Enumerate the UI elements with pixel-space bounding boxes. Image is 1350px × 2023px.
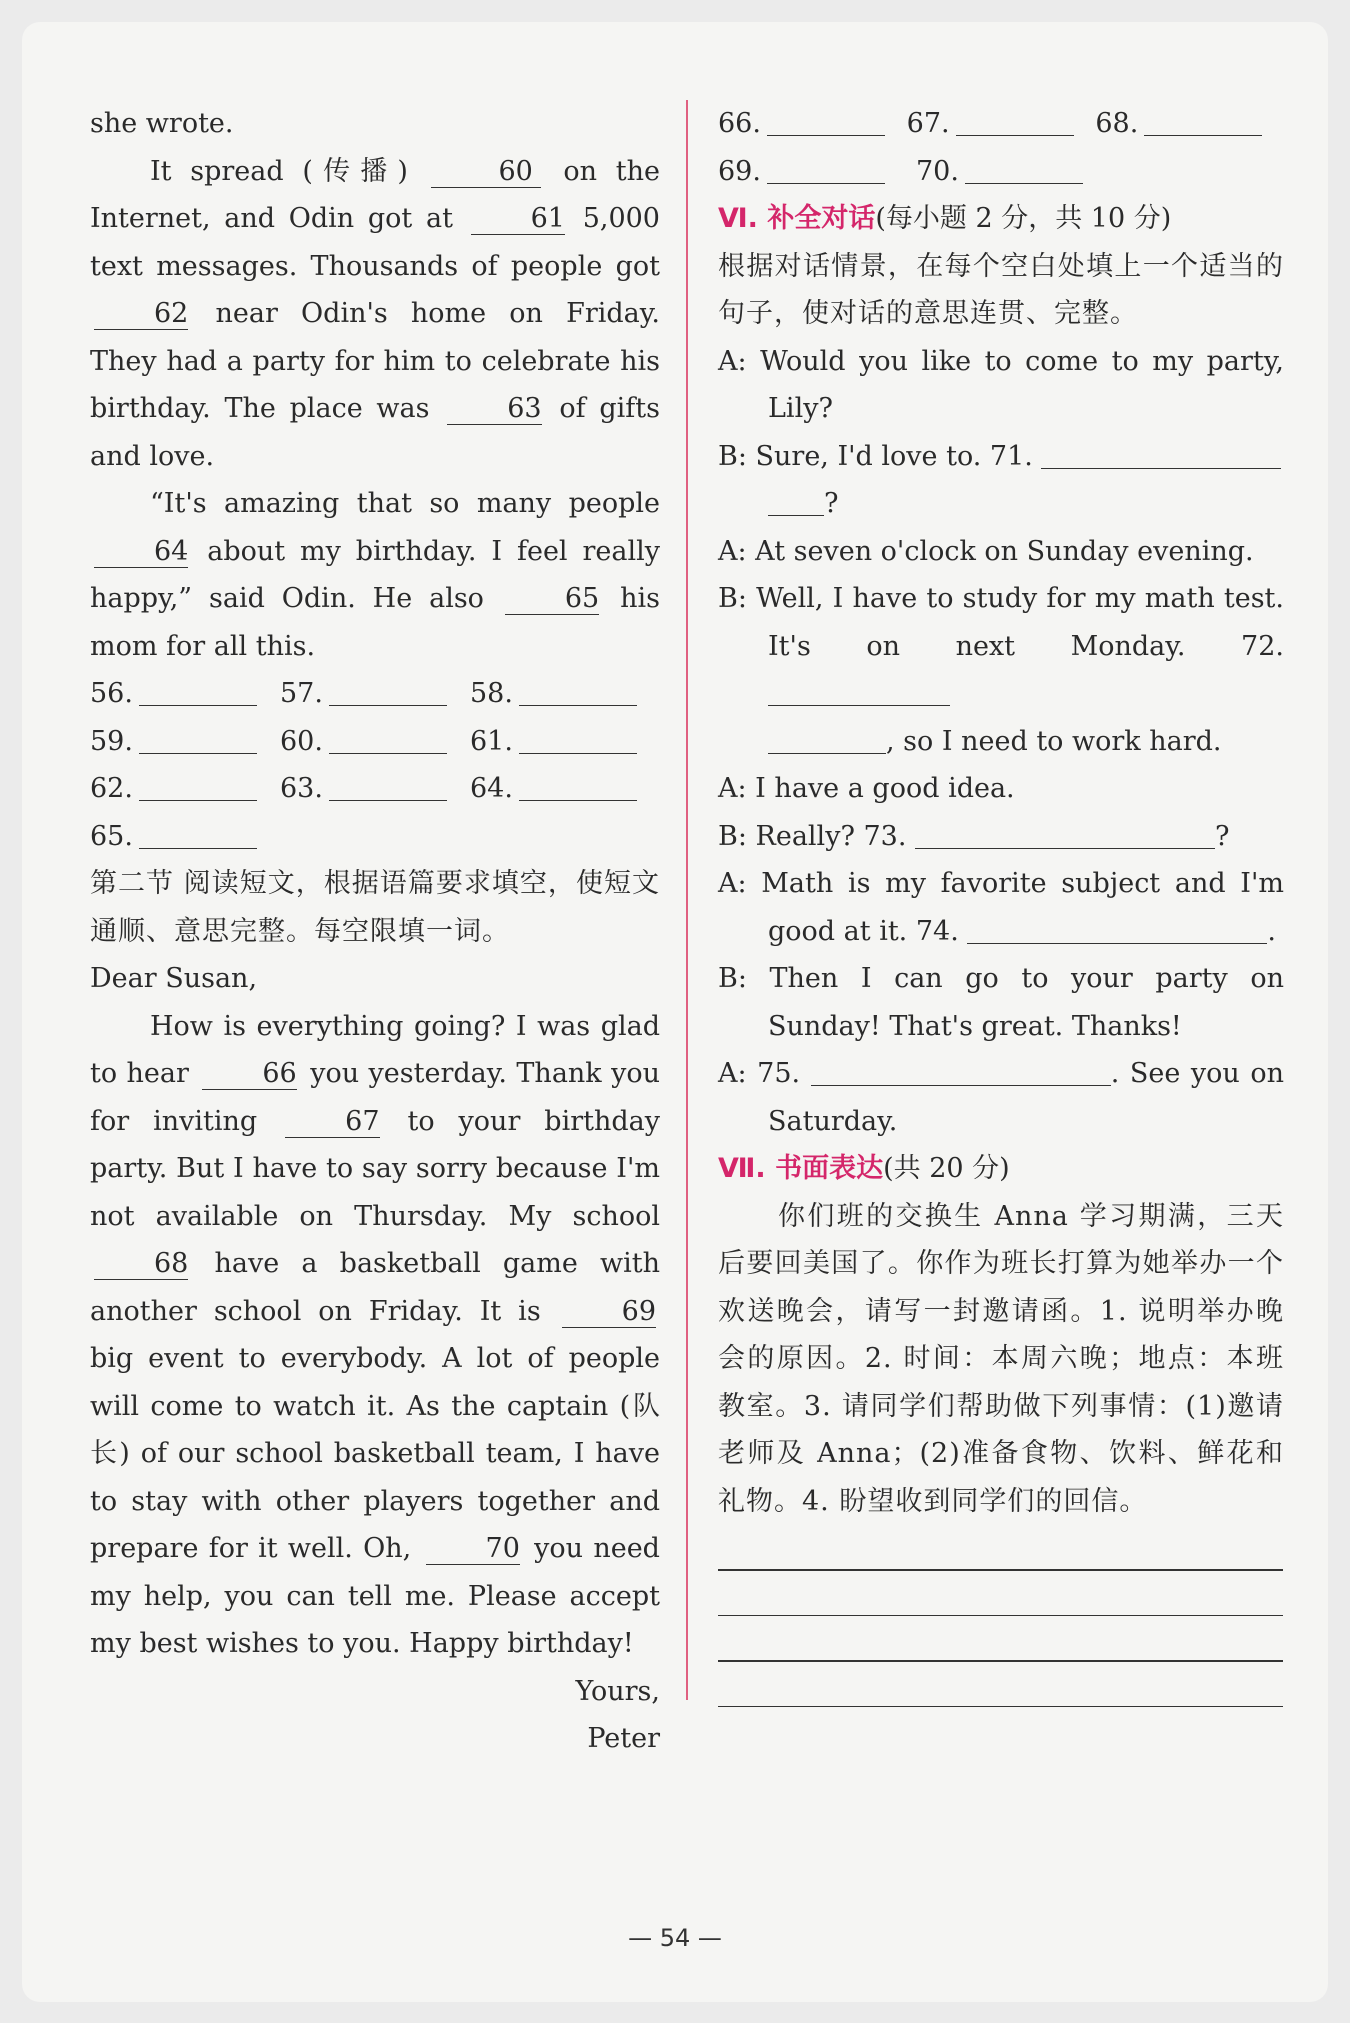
answer-line[interactable] bbox=[956, 135, 1074, 136]
letter-signer: Peter bbox=[587, 1723, 660, 1754]
writing-prompt: 你们班的交换生 Anna 学习期满，三天后要回美国了。你作为班长打算为她举办一个欢送晚会，请写一封邀请函。1. 说明举办晚会的原因。2. 时间：本周六晚；地点：本班教室。3. 请同学们帮助做下列事情：(1)邀请老师及 Anna；(2)准备食物、饮料、鲜花和礼物。4. 盼望收到同学们的回信。 bbox=[718, 1200, 1284, 1517]
page-number: — 54 — bbox=[628, 1924, 722, 1952]
answer-line[interactable] bbox=[519, 705, 637, 706]
answer-line[interactable] bbox=[139, 848, 257, 849]
blank-69[interactable]: 69 bbox=[562, 1297, 656, 1328]
left-column bbox=[90, 100, 660, 1763]
blank-60[interactable]: 60 bbox=[431, 157, 541, 188]
answer-line[interactable] bbox=[329, 800, 447, 801]
letter-greeting: Dear Susan, bbox=[90, 963, 258, 994]
answer-line[interactable] bbox=[965, 183, 1083, 184]
blank-65[interactable]: 65 bbox=[505, 584, 599, 615]
answer-line-72[interactable] bbox=[768, 705, 950, 706]
blank-68[interactable]: 68 bbox=[94, 1249, 188, 1280]
dialogue-line: B: Sure, I'd love to. 71. ? bbox=[718, 433, 1284, 528]
answer-row: 56. 57. 58. bbox=[90, 670, 660, 718]
dialogue-line: A: At seven o'clock on Sunday evening. bbox=[718, 535, 1254, 567]
blank-70[interactable]: 70 bbox=[426, 1534, 520, 1565]
dialogue-line: A: Would you like to come to my party, Lily? bbox=[718, 345, 1284, 424]
answer-row: 59. 60. 61. bbox=[90, 718, 660, 766]
passage-paragraph: “It's amazing that so many people 64 about my birthday. I feel really happy,” said Odin. He also 65 his mom for all this. bbox=[90, 488, 661, 662]
blank-64[interactable]: 64 bbox=[94, 537, 188, 568]
answer-row: 65. bbox=[90, 813, 660, 861]
answer-line-72-cont[interactable] bbox=[768, 753, 886, 754]
answer-line[interactable] bbox=[1144, 135, 1262, 136]
answer-line[interactable] bbox=[329, 705, 447, 706]
writing-line[interactable] bbox=[718, 1706, 1283, 1708]
right-column bbox=[718, 100, 1284, 1707]
answer-line-71-cont[interactable] bbox=[768, 515, 824, 516]
dialogue-line: B: Really? 73. ? bbox=[718, 820, 1230, 852]
dialogue-line: A: I have a good idea. bbox=[718, 773, 1015, 804]
section-heading-vii: Ⅶ. 书面表达(共 20 分) bbox=[718, 1153, 1010, 1184]
letter-body: How is everything going? I was glad to hear 66 you yesterday. Thank you for inviting 67 to your birthday party. But I have to say sorry because I'm not available on Thursday. My school 68 have a basketball game with another school on Friday. It is 69 big event to everybody. A lot of people will come to watch it. As the captain (队长) of our school basketball team, I have to stay with other players together and prepare for it well. Oh, 70 you need my help, you can tell me. Please accept my best wishes to you. Happy birthday! bbox=[90, 1010, 661, 1659]
writing-line[interactable] bbox=[718, 1660, 1283, 1662]
section-heading-vi: Ⅵ. 补全对话(每小题 2 分，共 10 分) bbox=[718, 203, 1172, 234]
answer-line[interactable] bbox=[139, 705, 257, 706]
answer-line-75[interactable] bbox=[811, 1085, 1111, 1086]
answer-row: 66. 67. 68. bbox=[718, 100, 1284, 148]
writing-line[interactable] bbox=[718, 1615, 1283, 1617]
answer-line[interactable] bbox=[767, 135, 885, 136]
blank-62[interactable]: 62 bbox=[94, 299, 188, 330]
answer-row: 62. 63. 64. bbox=[90, 765, 660, 813]
dialogue-line: B: Well, I have to study for my math test. It's on next Monday. 72. , so I need to work hard. bbox=[718, 583, 1284, 757]
dialogue-line: A: Math is my favorite subject and I'm good at it. 74. . bbox=[718, 868, 1284, 947]
dialogue-line: A: 75. . See you on Saturday. bbox=[718, 1058, 1284, 1137]
column-divider bbox=[686, 100, 688, 1700]
answer-line[interactable] bbox=[519, 753, 637, 754]
blank-66[interactable]: 66 bbox=[202, 1059, 296, 1090]
section-instruction: 第二节 阅读短文，根据语篇要求填空，使短文通顺、意思完整。每空限填一词。 bbox=[90, 868, 660, 947]
answer-line[interactable] bbox=[519, 800, 637, 801]
answer-line-74[interactable] bbox=[967, 943, 1267, 944]
section-instruction: 根据对话情景，在每个空白处填上一个适当的句子，使对话的意思连贯、完整。 bbox=[718, 250, 1284, 329]
answer-line[interactable] bbox=[139, 753, 257, 754]
letter-closing: Yours, bbox=[575, 1675, 660, 1707]
paragraph-end: she wrote. bbox=[90, 108, 234, 139]
answer-row: 69. 70. bbox=[718, 148, 1284, 196]
blank-61[interactable]: 61 bbox=[471, 204, 565, 235]
answer-line-71[interactable] bbox=[1041, 468, 1281, 469]
writing-line[interactable] bbox=[718, 1569, 1283, 1571]
passage-paragraph: It spread (传播) 60 on the Internet, and Odin got at 61 5,000 text messages. Thousands of people got 62 near Odin's home on Friday. They had a party for him to celebrate his birthday. The place was 63 of gifts and love. bbox=[90, 155, 660, 472]
answer-line-73[interactable] bbox=[915, 848, 1215, 849]
answer-line[interactable] bbox=[139, 800, 257, 801]
blank-67[interactable]: 67 bbox=[285, 1107, 379, 1138]
dialogue-line: B: Then I can go to your party on Sunday! That's great. Thanks! bbox=[718, 963, 1284, 1042]
answer-line[interactable] bbox=[329, 753, 447, 754]
answer-line[interactable] bbox=[767, 183, 885, 184]
blank-63[interactable]: 63 bbox=[447, 394, 541, 425]
